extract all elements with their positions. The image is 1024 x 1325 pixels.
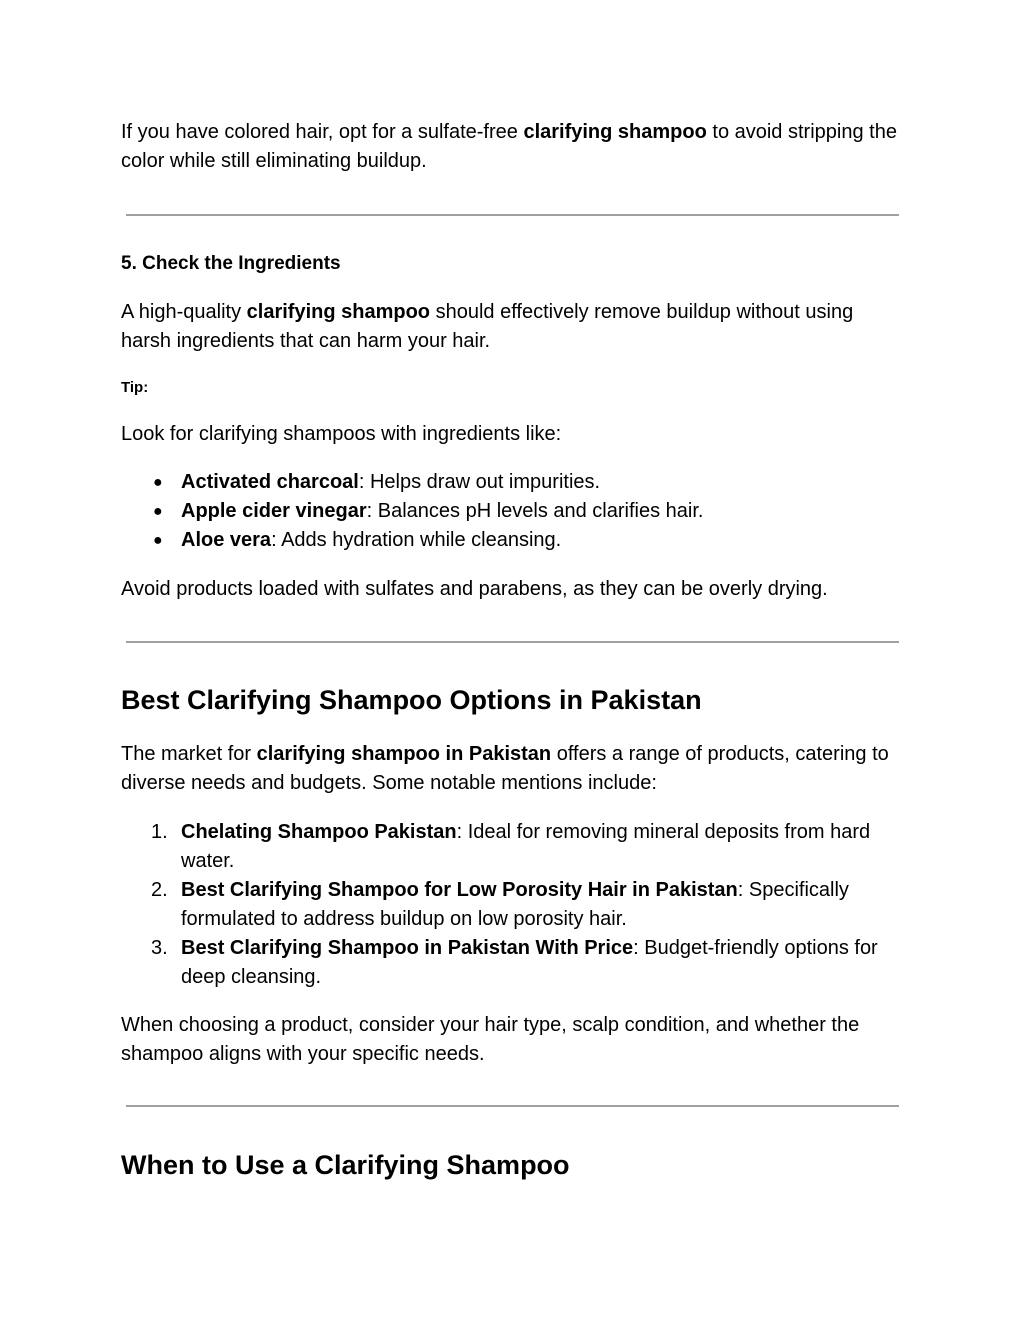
product-desc: : Budget-friendly options for deep cleansing. [181, 937, 878, 988]
product-desc: : Specifically formulated to address buildup on low porosity hair. [181, 879, 849, 930]
section5-heading: 5. Check the Ingredients [121, 253, 341, 274]
list-number: 2. [151, 879, 168, 901]
ingredient-desc: : Adds hydration while cleansing. [271, 529, 562, 551]
best-intro-bold: clarifying shampoo in Pakistan [256, 743, 552, 765]
ingredient-desc: : Balances pH levels and clarifies hair. [366, 500, 704, 522]
tip-label: Tip: [121, 379, 149, 396]
best-options-heading: Best Clarifying Shampoo Options in Pakistan [121, 685, 702, 715]
intro-paragraph [121, 118, 901, 176]
horizontal-rule [126, 1105, 899, 1107]
when-to-use-heading: When to Use a Clarifying Shampoo [121, 1150, 570, 1180]
ingredient-name: Aloe vera [181, 529, 272, 551]
section5-paragraph [121, 298, 901, 356]
ingredient-desc: : Helps draw out impurities. [358, 471, 601, 493]
product-list [121, 818, 901, 992]
list-item [121, 876, 901, 934]
bullet-icon: ● [153, 474, 163, 491]
product-desc: : Ideal for removing mineral deposits from hard water. [181, 821, 871, 872]
ingredients-list [121, 468, 901, 555]
list-item [121, 818, 901, 876]
ingredient-name: Apple cider vinegar [181, 500, 367, 522]
list-number: 3. [151, 937, 168, 959]
list-item [121, 468, 901, 497]
product-name: Best Clarifying Shampoo in Pakistan With Price [181, 937, 634, 959]
horizontal-rule [126, 214, 899, 216]
closing-paragraph: When choosing a product, consider your hair type, scalp condition, and whether the shampoo aligns with your specific needs. [121, 1014, 860, 1065]
product-name: Chelating Shampoo Pakistan [181, 821, 457, 843]
intro-text-after: to avoid stripping the color while still eliminating buildup. [121, 121, 897, 172]
list-item [121, 497, 901, 526]
list-number: 1. [151, 821, 168, 843]
list-item [121, 526, 901, 555]
intro-bold: clarifying shampoo [523, 121, 707, 143]
product-name: Best Clarifying Shampoo for Low Porosity Hair in Pakistan [181, 879, 738, 901]
bullet-icon: ● [153, 503, 163, 520]
best-options-intro [121, 740, 901, 798]
horizontal-rule [126, 641, 899, 643]
ingredient-name: Activated charcoal [181, 471, 359, 493]
best-intro-text-before: The market for [121, 743, 257, 765]
avoid-paragraph: Avoid products loaded with sulfates and parabens, as they can be overly drying. [121, 578, 828, 600]
section5-text-before: A high-quality [121, 301, 247, 323]
look-for-paragraph: Look for clarifying shampoos with ingredients like: [121, 423, 562, 445]
section5-bold: clarifying shampoo [246, 301, 431, 323]
bullet-icon: ● [153, 532, 163, 549]
list-item [121, 934, 901, 992]
section5-text-after: should effectively remove buildup without using harsh ingredients that can harm your hair. [121, 301, 854, 352]
best-intro-text-after: offers a range of products, catering to diverse needs and budgets. Some notable mentions include: [121, 743, 889, 794]
intro-text-before: If you have colored hair, opt for a sulfate-free [121, 121, 524, 143]
